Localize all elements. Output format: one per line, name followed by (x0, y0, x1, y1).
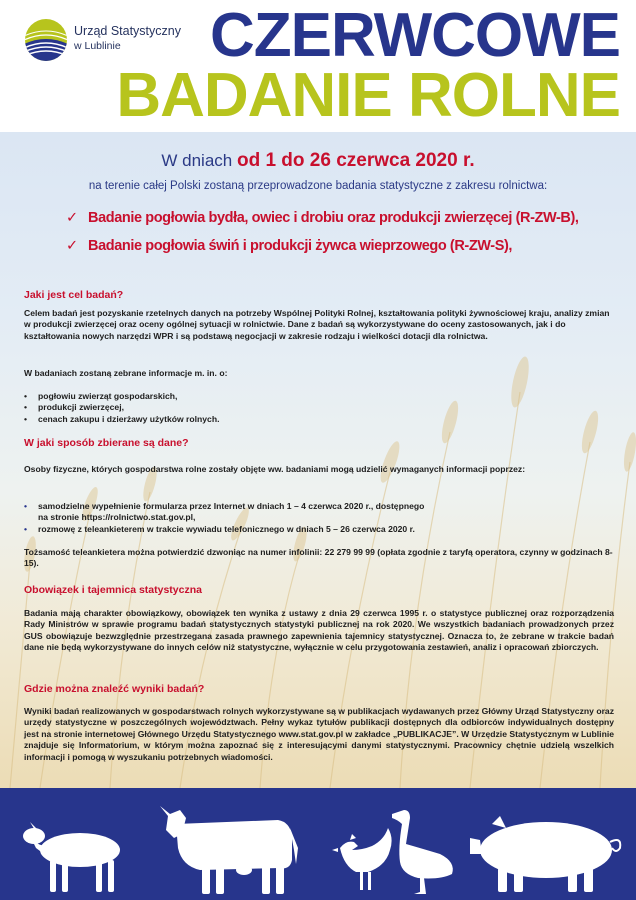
content (0, 132, 636, 788)
hen-icon (332, 828, 392, 890)
dates-prefix: W dniach (161, 151, 237, 170)
section-heading-goal: Jaki jest cel badań? (24, 289, 124, 301)
survey-item (66, 210, 579, 226)
goal-paragraph (24, 308, 614, 342)
section-heading-method: W jaki sposób zbierane są dane? (24, 437, 189, 449)
list-item: • rozmowę z teleankieterem w trakcie wywiadu telefonicznego w dniach 5 – 26 czerwca 2020 r. (24, 524, 614, 535)
goose-icon (392, 810, 453, 894)
list-item: • pogłowiu zwierząt gospodarskich, (24, 391, 614, 402)
section-heading-duty: Obowiązek i tajemnica statystyczna (24, 584, 202, 596)
dates-range: od 1 do 26 czerwca 2020 r. (236, 150, 475, 171)
survey-label: Badanie pogłowia świń i produkcji żywca wieprzowego (R-ZW-S), (88, 238, 513, 254)
header (0, 0, 636, 132)
logo-name-line1: Urząd Statystyczny (74, 24, 181, 38)
title-line1: CZERWCOWE (209, 1, 620, 70)
cow-icon (160, 806, 298, 894)
goal-list (24, 391, 614, 425)
list-item: • cenach zakupu i dzierżawy użytków rolnych. (24, 414, 614, 425)
goal-paragraph-line-a: Celem badań jest pozyskanie rzetelnych danych na potrzeby Wspólnej Polityki Rolnej, kształtowania polityki żywnościowej kraju, analizy zmian (24, 308, 610, 318)
sheep-icon (23, 822, 120, 892)
results-paragraph: Wyniki badań realizowanych w gospodarstwach rolnych wykorzystywane są w publikacjach wydawanych przez Główny Urząd Statystyczny oraz urzędy statystyczne w poszczególnych województwach. Pełny wykaz tytułów publikacji dostępnych dla odbiorców indywidualnych dostępny jest na stronie internetowej Głównego Urzędu Statystycznego www.stat.gov.pl w zakładce „PUBLIKACJE”. W Urzędzie Statystycznym w Lublinie znajduje się Informatorium, w którym można zapoznać się z interesującymi danymi statystycznymi. Pracownicy chętnie udzielą wszelkich informacji i pomogą w wyszukaniu potrzebnych wiadomości. (24, 706, 614, 762)
dates-line (0, 150, 636, 172)
title-line2: BADANIE ROLNE (116, 61, 620, 130)
goal-intro: W badaniach zostaną zebrane informacje m. in. o: (24, 368, 228, 378)
survey-label: Badanie pogłowia bydła, owiec i drobiu oraz produkcji zwierzęcej (R-ZW-B), (88, 210, 579, 226)
check-icon: ✓ (66, 238, 78, 254)
method-note: Tożsamość teleankietera można potwierdzić dzwoniąc na numer infolinii: 22 279 99 99 (opłata zgodnie z taryfą operatora, czynny w godzinach 8-15). (24, 547, 613, 569)
survey-item (66, 238, 512, 254)
method-paragraph: Osoby fizyczne, których gospodarstwa rolne zostały objęte ww. badaniami mogą udzielić wymaganych informacji poprzez: (24, 464, 526, 474)
section-heading-results: Gdzie można znaleźć wyniki badań? (24, 683, 205, 695)
animals-silhouettes (0, 788, 636, 900)
method-item1-line-b: na stronie https://rolnictwo.stat.gov.pl, (38, 512, 196, 523)
footer-animals-band (0, 788, 636, 900)
method-item1-line-a: • samodzielne wypełnienie formularza przez Internet w dniach 1 – 4 czerwca 2020 r., dostępnego (38, 501, 425, 511)
list-item: • produkcji zwierzęcej, (24, 402, 614, 413)
logo-name-line2: w Lublinie (74, 40, 121, 52)
list-item (24, 501, 614, 524)
duty-paragraph: Badania mają charakter obowiązkowy, obowiązek ten wynika z ustawy z dnia 29 czerwca 1995 r. o statystyce publicznej oraz rozporządzenia Rady Ministrów w sprawie programu badań statystycznych statystyki publicznej na rok 2020. We wszystkich badaniach prowadzonych przez GUS obowiązuje bezwzględnie przestrzegana zasada prawnego zapewnienia tajemnicy statystycznej. Oznacza to, że zebrane w trakcie badań dane nie będą wykorzystywane do innych celów niż statystyczne, wyłącznie w celu przygotowania zestawień, analiz i opracowań zbiorczych. (24, 608, 614, 653)
goal-paragraph-line-b: w produkcji zwierzęcej oraz oceny ogólnej sytuacji w rolnictwie. Dane z badań są wykorzystywane do oceny zastosowanych, jak i do kształtowania nowych narzędzi WPR i są podstawą negocjacji w zakresie rodzaju i wielkości dotacji dla rolnictwa. (24, 319, 566, 341)
method-list (24, 501, 614, 535)
pig-icon (470, 816, 620, 892)
dates-subtitle: na terenie całej Polski zostaną przeprowadzone badania statystyczne z zakresu rolnictwa: (88, 180, 548, 192)
check-icon: ✓ (66, 210, 78, 226)
